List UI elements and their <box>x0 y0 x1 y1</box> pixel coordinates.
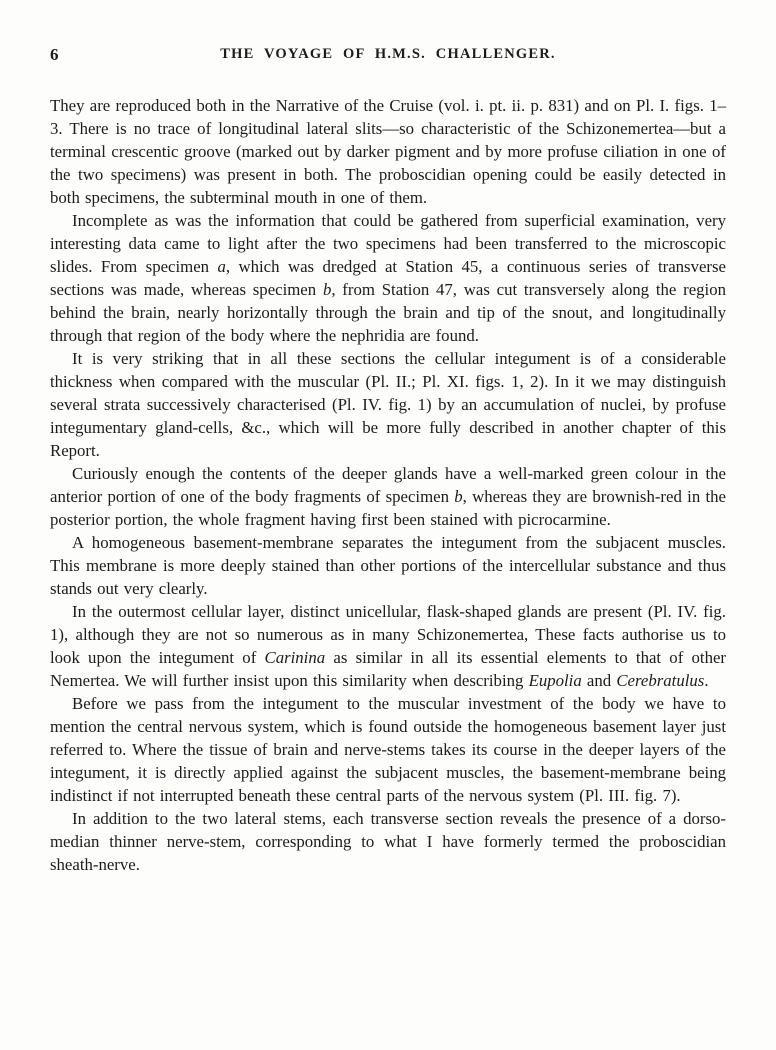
text-run: , from Station 47, was cut transversely along the region behind the brain, nearly horizontally through the brain and tip of the snout, and longitudinally through that region of the body where the nephridia are found. <box>50 280 726 345</box>
text-run: They are reproduced both in the Narrative of the Cruise (vol. i. pt. ii. p. 831) and on Pl. I. figs. 1–3. There is no trace of longitudinal lateral slits—so characteristic of the Schizonemertea—but a terminal crescentic groove (marked out by darker pigment and by more profuse ciliation in one of the two specimens) was present in both. The proboscidian opening could be easily detected in both specimens, the subterminal mouth in one of them. <box>50 96 726 207</box>
italic-text-run: a <box>217 257 226 276</box>
paragraph <box>50 531 726 600</box>
italic-text-run: Eupolia <box>528 671 582 690</box>
paragraph <box>50 692 726 807</box>
text-run: In the outermost cellular layer, distinct unicellular, flask-shaped glands are present (Pl. IV. fig. 1), although they are not so numerous as in many Schizonemertea, These facts authorise us to look upon the integument of <box>50 602 726 667</box>
italic-text-run: b <box>454 487 463 506</box>
text-run: as similar in all its essential elements to that of other Nemertea. We will further insist upon this similarity when describing <box>50 648 726 690</box>
italic-text-run: Carinina <box>264 648 326 667</box>
text-run: In addition to the two lateral stems, each transverse section reveals the presence of a dorso-median thinner nerve-stem, corresponding to what I have formerly termed the proboscidian sheath-nerve. <box>50 809 726 874</box>
paragraph <box>50 209 726 347</box>
paragraph <box>50 347 726 462</box>
text-run: A homogeneous basement-membrane separates the integument from the subjacent muscles. This membrane is more deeply stained than other portions of the intercellular substance and thus stands out very clearly. <box>50 533 726 598</box>
body-text <box>50 94 726 876</box>
paragraph <box>50 462 726 531</box>
paragraph <box>50 600 726 692</box>
text-run: , whereas they are brownish-red in the posterior portion, the whole fragment having first been stained with picrocarmine. <box>50 487 727 529</box>
running-title: THE VOYAGE OF H.M.S. CHALLENGER. <box>220 46 556 62</box>
text-run: It is very striking that in all these sections the cellular integument is of a considerable thickness when compared with the muscular (Pl. II.; Pl. XI. figs. 1, 2). In it we may distinguish several strata successively characterised (Pl. IV. fig. 1) by an accumulation of nuclei, by profuse integumentary gland-cells, &c., which will be more fully described in another chapter of this Report. <box>50 349 726 460</box>
paragraph <box>50 807 726 876</box>
page-header <box>50 46 726 66</box>
text-run: Incomplete as was the information that could be gathered from superficial examination, very interesting data came to light after the two specimens had been transferred to the microscopic slides. From specimen <box>50 211 726 276</box>
page-number: 6 <box>50 45 59 64</box>
paragraph <box>50 94 726 209</box>
text-run: , which was dredged at Station 45, a continuous series of transverse sections was made, whereas specimen <box>50 257 726 299</box>
text-run: . <box>704 671 709 690</box>
italic-text-run: b <box>322 280 332 299</box>
text-run: Before we pass from the integument to the muscular investment of the body we have to mention the central nervous system, which is found outside the homogeneous basement layer just referred to. Where the tissue of brain and nerve-stems takes its course in the deeper layers of the integument, it is directly applied against the subjacent muscles, the basement-membrane being indistinct if not interrupted beneath these central parts of the nervous system (Pl. III. fig. 7). <box>50 694 726 805</box>
italic-text-run: Cerebratulus <box>616 671 705 690</box>
text-run: and <box>581 671 617 690</box>
text-run: Curiously enough the contents of the deeper glands have a well-marked green colour in the anterior portion of one of the body fragments of specimen <box>50 464 726 506</box>
